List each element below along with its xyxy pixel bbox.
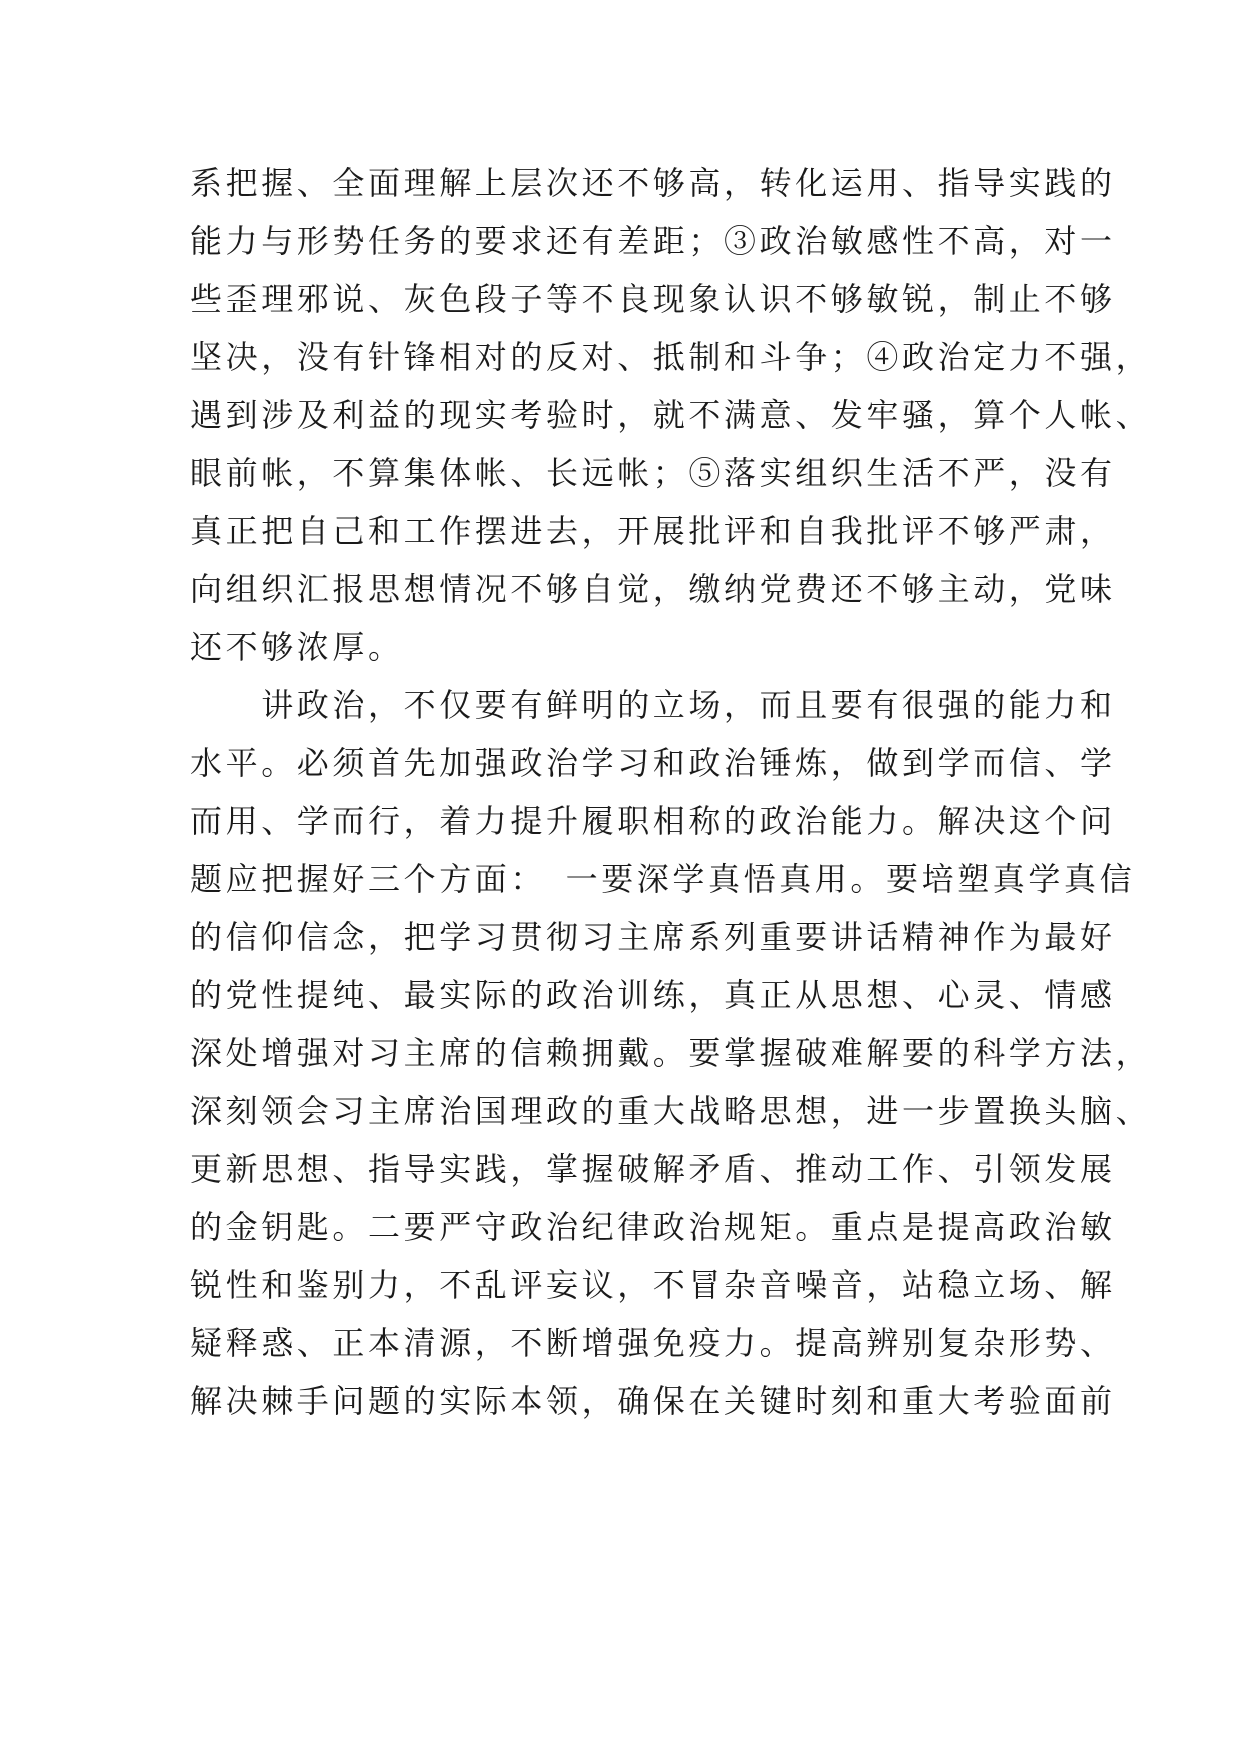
text-line: 的金钥匙。二要严守政治纪律政治规矩。重点是提高政治敏 (190, 1208, 1116, 1246)
text-line: 还不够浓厚。 (190, 628, 404, 666)
text-line: 疑释惑、正本清源，不断增强免疫力。提高辨别复杂形势、 (190, 1324, 1116, 1362)
text-line: 解决棘手问题的实际本领，确保在关键时刻和重大考验面前 (190, 1382, 1116, 1420)
text-line: 遇到涉及利益的现实考验时，就不满意、发牢骚，算个人帐、 (190, 396, 1152, 434)
text-line: 真正把自己和工作摆进去，开展批评和自我批评不够严肃， (190, 512, 1116, 550)
text-line: 的党性提纯、最实际的政治训练，真正从思想、心灵、情感 (190, 976, 1116, 1014)
text-line: 锐性和鉴别力，不乱评妄议，不冒杂音噪音，站稳立场、解 (190, 1266, 1116, 1304)
text-line: 而用、学而行，着力提升履职相称的政治能力。解决这个问 (190, 802, 1116, 840)
text-line: 的信仰信念，把学习贯彻习主席系列重要讲话精神作为最好 (190, 918, 1116, 956)
text-line: 深刻领会习主席治国理政的重大战略思想，进一步置换头脑、 (190, 1092, 1152, 1130)
text-line: 讲政治，不仅要有鲜明的立场，而且要有很强的能力和 (190, 686, 1116, 724)
paragraph-1 (190, 154, 1152, 676)
text-line: 系把握、全面理解上层次还不够高，转化运用、指导实践的 (190, 164, 1116, 202)
text-line: 坚决，没有针锋相对的反对、抵制和斗争；④政治定力不强， (190, 338, 1152, 376)
text-line: 水平。必须首先加强政治学习和政治锤炼，做到学而信、学 (190, 744, 1116, 782)
paragraph-2 (190, 676, 1152, 1430)
text-line: 更新思想、指导实践，掌握破解矛盾、推动工作、引领发展 (190, 1150, 1116, 1188)
text-line: 题应把握好三个方面： 一要深学真悟真用。要培塑真学真信 (190, 860, 1136, 898)
text-line: 向组织汇报思想情况不够自觉，缴纳党费还不够主动，党味 (190, 570, 1116, 608)
text-line: 深处增强对习主席的信赖拥戴。要掌握破难解要的科学方法， (190, 1034, 1152, 1072)
text-line: 些歪理邪说、灰色段子等不良现象认识不够敏锐，制止不够 (190, 280, 1116, 318)
text-line: 能力与形势任务的要求还有差距；③政治敏感性不高，对一 (190, 222, 1116, 260)
text-line: 眼前帐，不算集体帐、长远帐；⑤落实组织生活不严，没有 (190, 454, 1116, 492)
